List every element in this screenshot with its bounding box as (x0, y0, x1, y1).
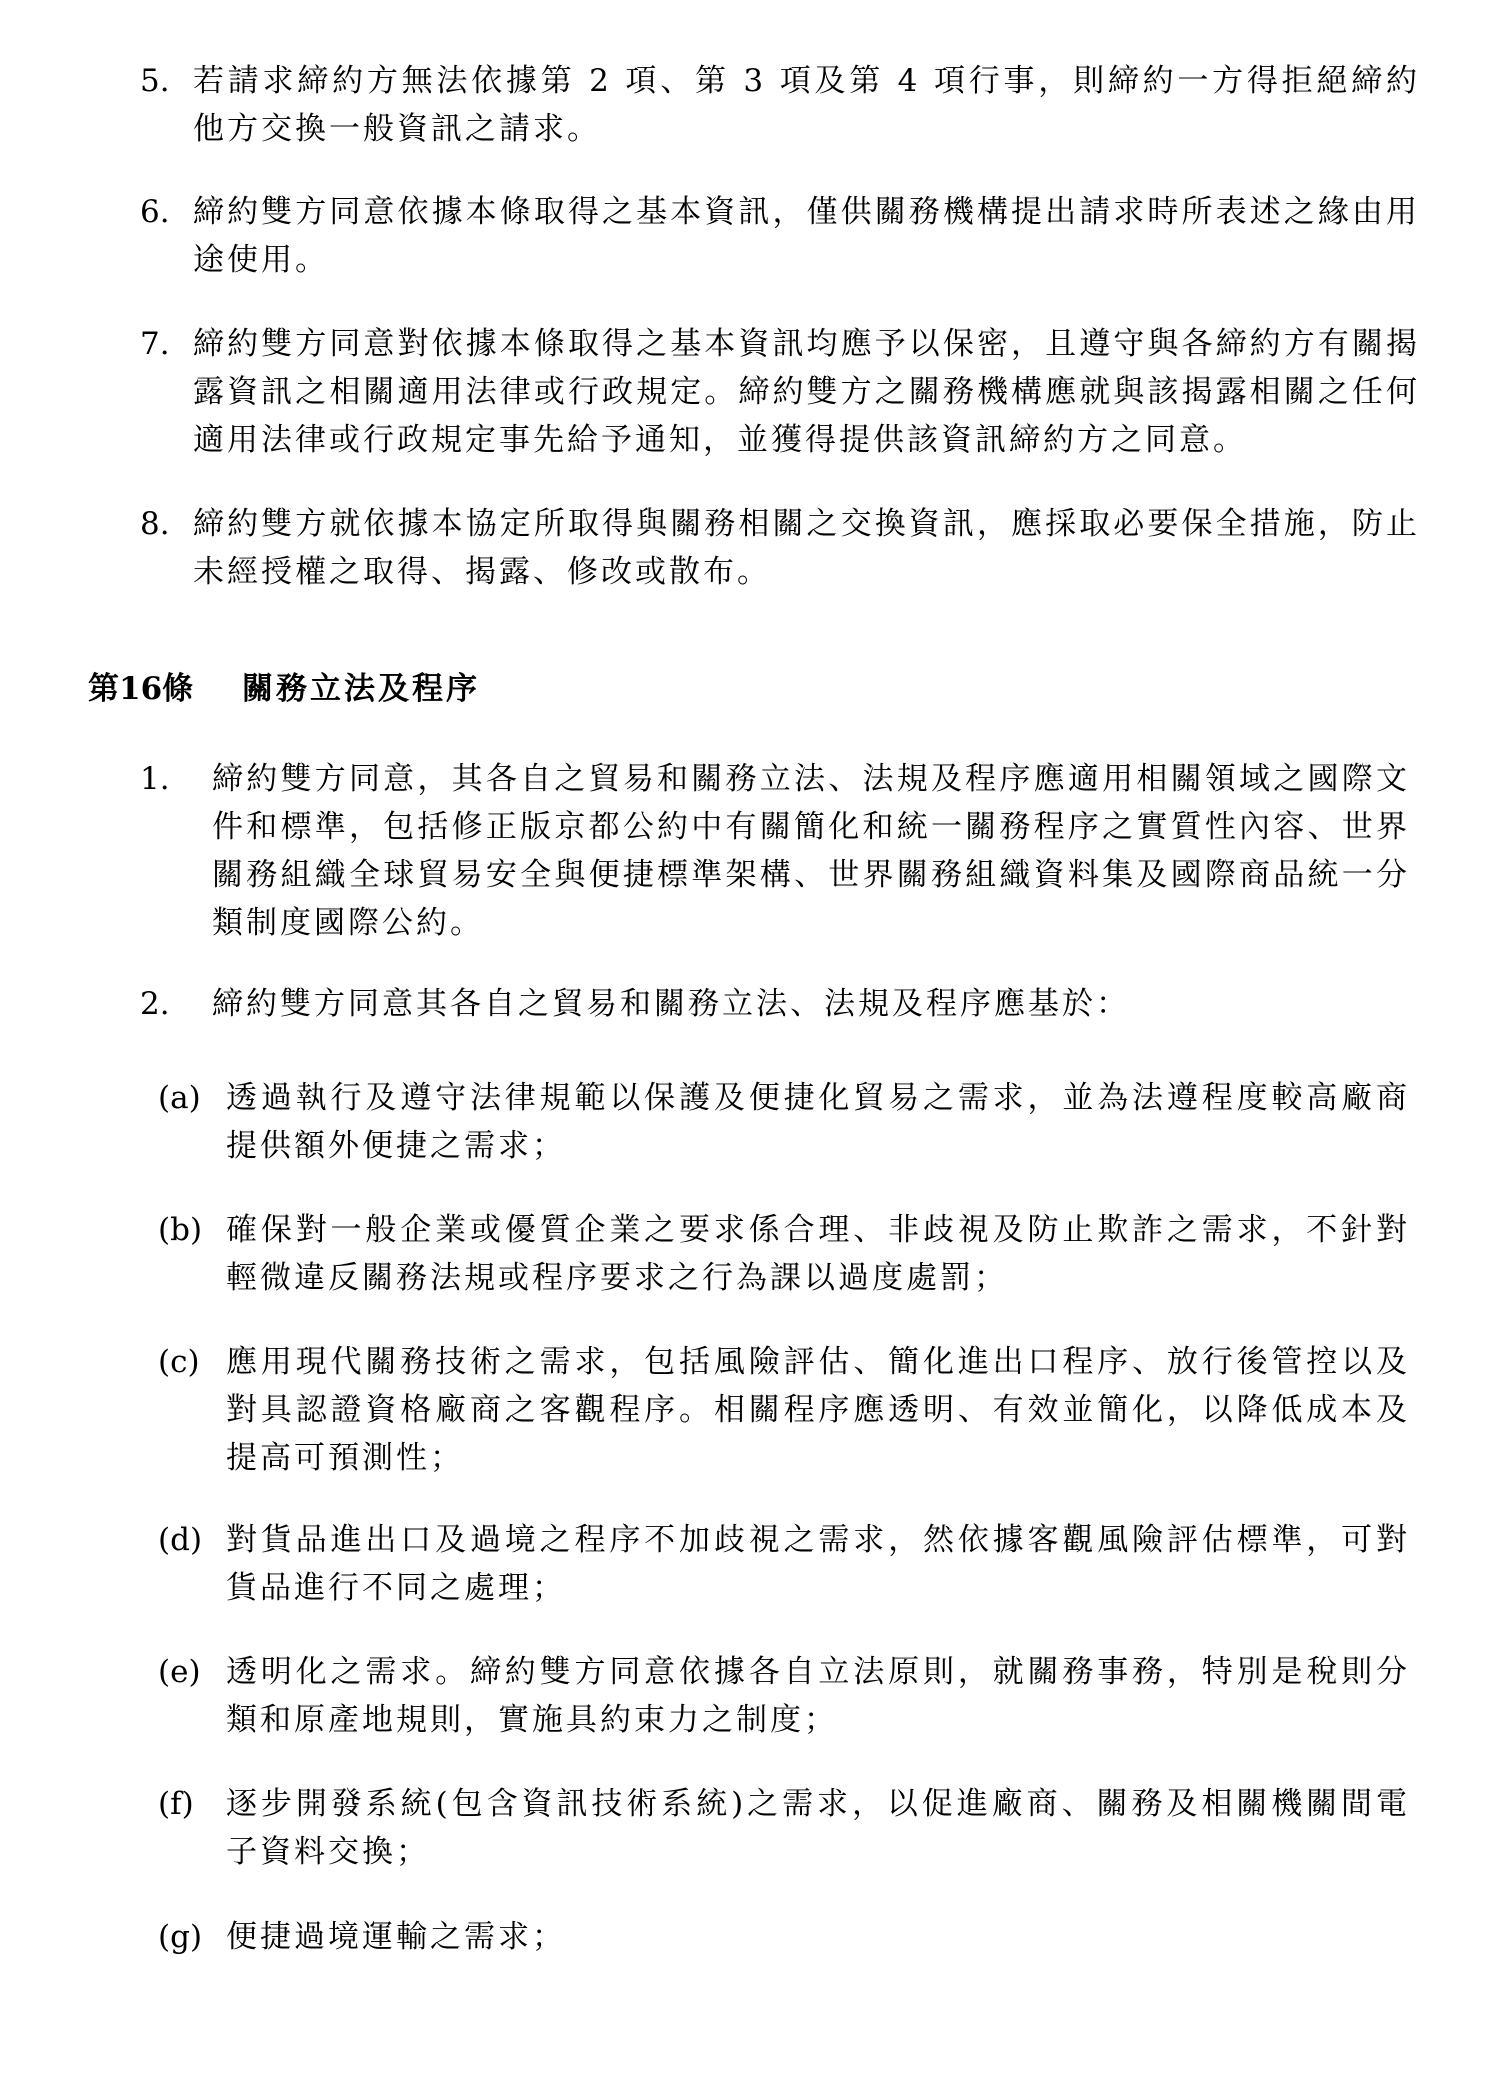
subitem-f (158, 1780, 1410, 1876)
subitem-d (158, 1516, 1410, 1612)
subitem-label: (f) (158, 1786, 194, 1822)
subitem-text: 逐步開發系統(包含資訊技術系統)之需求，以促進廠商、關務及相關機關間電子資料交換； (226, 1786, 1410, 1870)
subitem-label: (a) (158, 1080, 201, 1116)
article-title: 關務立法及程序 (242, 671, 480, 707)
subitem-text: 對貨品進出口及過境之程序不加歧視之需求，然依據客觀風險評估標準，可對貨品進行不同之處理； (226, 1522, 1410, 1606)
subitem-text: 透明化之需求。締約雙方同意依據各自立法原則，就關務事務，特別是稅則分類和原產地規則，實施具約束力之制度； (226, 1654, 1410, 1738)
item-number: 7. (140, 326, 170, 362)
item-number: 1. (140, 761, 170, 797)
subitem-text: 便捷過境運輸之需求； (226, 1919, 566, 1955)
item-text: 締約雙方就依據本協定所取得與關務相關之交換資訊，應採取必要保全措施，防止未經授權之取得、揭露、修改或散布。 (193, 506, 1420, 590)
item-number: 6. (140, 194, 170, 230)
article-number: 第16條 (88, 671, 194, 707)
paragraph-item-2 (140, 980, 1410, 1028)
paragraph-item-7 (140, 320, 1420, 464)
item-number: 5. (140, 63, 170, 99)
item-text: 締約雙方同意，其各自之貿易和關務立法、法規及程序應適用相關領域之國際文件和標準，包括修正版京都公約中有關簡化和統一關務程序之實質性內容、世界關務組織全球貿易安全與便捷標準架構、世界關務組織資料集及國際商品統一分類制度國際公約。 (212, 761, 1410, 941)
subitem-label: (g) (158, 1919, 203, 1955)
item-text: 若請求締約方無法依據第 2 項、第 3 項及第 4 項行事，則締約一方得拒絕締約他方交換一般資訊之請求。 (193, 63, 1420, 147)
subitem-g (158, 1913, 1410, 1961)
subitem-b (158, 1206, 1410, 1302)
subitem-text: 確保對一般企業或優質企業之要求係合理、非歧視及防止欺詐之需求，不針對輕微違反關務法規或程序要求之行為課以過度處罰； (226, 1212, 1410, 1296)
subitem-text: 透過執行及遵守法律規範以保護及便捷化貿易之需求，並為法遵程度較高廠商提供額外便捷之需求； (226, 1080, 1410, 1164)
item-text: 締約雙方同意其各自之貿易和關務立法、法規及程序應基於： (212, 986, 1130, 1022)
subitem-text: 應用現代關務技術之需求，包括風險評估、簡化進出口程序、放行後管控以及對具認證資格廠商之客觀程序。相關程序應透明、有效並簡化，以降低成本及提高可預測性； (226, 1344, 1410, 1476)
subitem-label: (e) (158, 1654, 201, 1690)
subitem-c (158, 1338, 1410, 1482)
paragraph-item-1 (140, 755, 1410, 947)
subitem-label: (d) (158, 1522, 203, 1558)
paragraph-item-8 (140, 500, 1420, 596)
item-number: 8. (140, 506, 170, 542)
subitem-e (158, 1648, 1410, 1744)
subitem-a (158, 1074, 1410, 1170)
item-number: 2. (140, 986, 170, 1022)
paragraph-item-5 (140, 57, 1420, 153)
paragraph-item-6 (140, 188, 1420, 284)
item-text: 締約雙方同意依據本條取得之基本資訊，僅供關務機構提出請求時所表述之緣由用途使用。 (193, 194, 1420, 278)
subitem-label: (b) (158, 1212, 203, 1248)
item-text: 締約雙方同意對依據本條取得之基本資訊均應予以保密，且遵守與各締約方有關揭露資訊之相關適用法律或行政規定。締約雙方之關務機構應就與該揭露相關之任何適用法律或行政規定事先給予通知，並獲得提供該資訊締約方之同意。 (193, 326, 1420, 458)
subitem-label: (c) (158, 1344, 200, 1380)
